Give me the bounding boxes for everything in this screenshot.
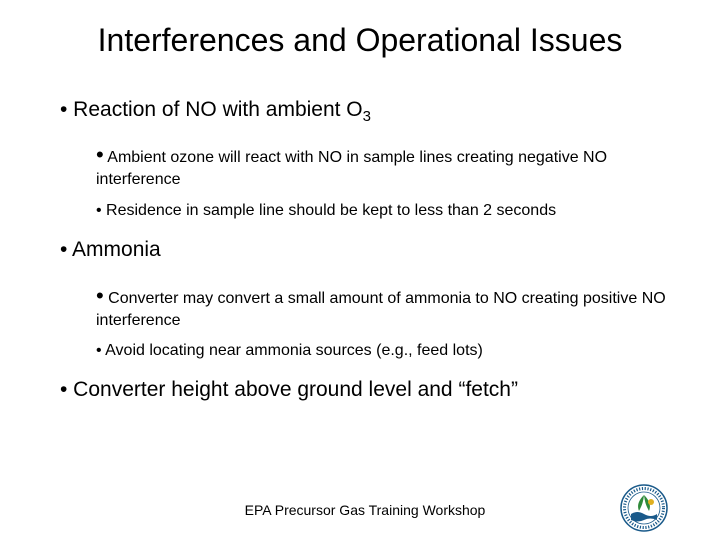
subscript-3: 3 [362,108,371,125]
sub-bullet-ozone-interference [96,144,666,191]
bullet-dot: • [96,283,104,308]
sub-bullet-residence-time: • Residence in sample line should be kept to less than 2 seconds [96,202,557,219]
slide-title: Interferences and Operational Issues [97,22,623,58]
epa-seal-icon [620,484,668,532]
bullet-ammonia: • Ammonia [60,238,161,261]
bullet-dot: • [96,142,104,167]
sub-bullet-avoid-ammonia: • Avoid locating near ammonia sources (e.g., feed lots) [96,342,483,359]
sub-bullet-ammonia-conversion [96,285,666,332]
sub-bullet-text: Converter may convert a small amount of ammonia to NO creating positive NO interference [96,290,666,329]
footer-text: EPA Precursor Gas Training Workshop [244,502,486,518]
bullet-converter-height: • Converter height above ground level and “fetch” [60,378,518,401]
bullet-reaction-no-o3 [60,96,371,131]
sub-bullet-text: Ambient ozone will react with NO in sample lines creating negative NO interference [96,149,608,188]
bullet-text: • Reaction of NO with ambient O [60,98,363,121]
